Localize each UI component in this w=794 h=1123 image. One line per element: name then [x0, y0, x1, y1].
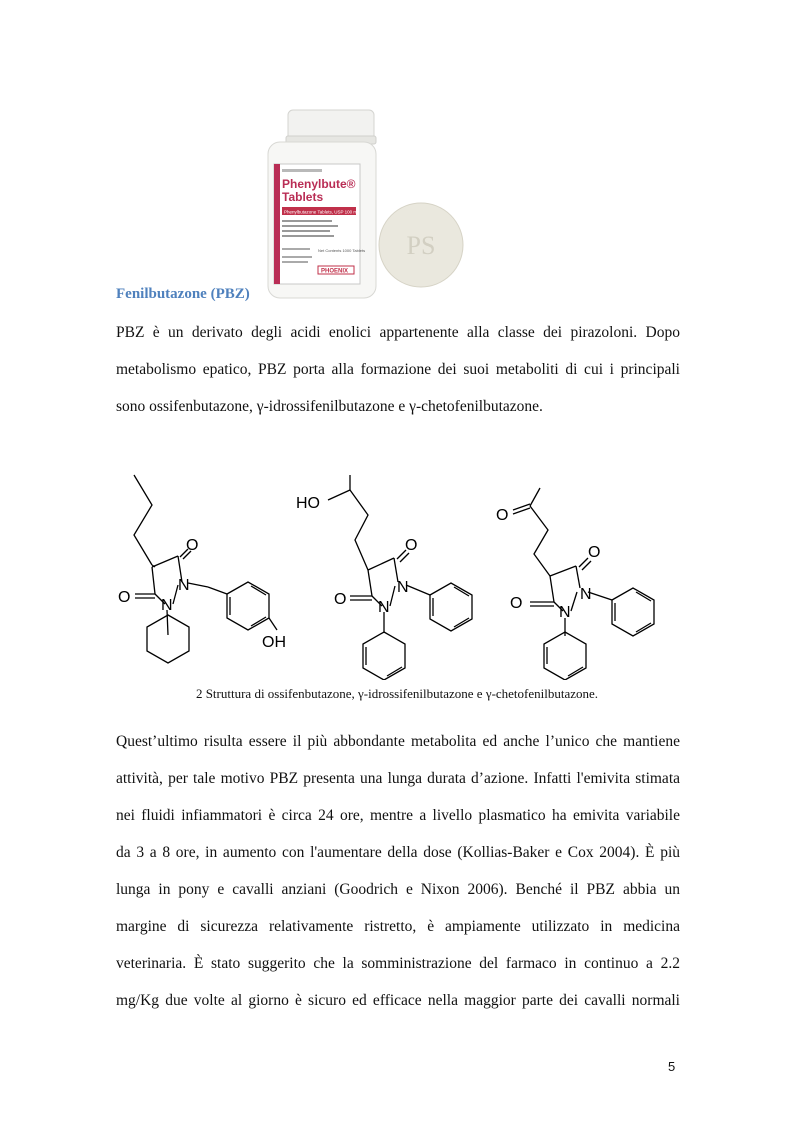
atom-N: N — [397, 579, 409, 596]
atom-O: O — [588, 544, 601, 561]
paragraph-1-line: sono ossifenbutazone, γ-idrossifenilbutazone e γ-chetofenilbutazone. — [116, 398, 543, 415]
structure-gamma-ketophenylbutazone — [513, 488, 654, 680]
atom-O: O — [334, 591, 347, 608]
paragraph-2-line: attività, per tale motivo PBZ presenta una lunga durata d’azione. Infatti l'emivita stimata — [116, 770, 680, 787]
paragraph-2-line: Quest’ultimo risulta essere il più abbondante metabolita ed anche l’unico che mantiene — [116, 733, 680, 750]
atom-N: N — [378, 599, 390, 616]
page-number: 5 — [668, 1059, 676, 1074]
paragraph-1 — [116, 314, 680, 425]
atom-HO: HO — [296, 495, 320, 512]
figure-caption: 2 Struttura di ossifenbutazone, γ-idrossifenilbutazone e γ-chetofenilbutazone. — [195, 686, 599, 701]
atom-N: N — [161, 597, 173, 614]
paragraph-2 — [116, 723, 680, 1019]
atom-O: O — [186, 537, 199, 554]
atom-O: O — [510, 595, 523, 612]
label-subline: Phenylbutazone Tablets, USP 100 mg — [284, 209, 360, 215]
atom-N: N — [580, 586, 592, 603]
product-photo — [262, 106, 474, 300]
atom-O: O — [496, 507, 509, 524]
label-brand: Phenylbute® — [282, 177, 356, 191]
paragraph-2-line: margine di sicurezza relativamente ristretto, è ampiamente utilizzato in medicina — [116, 918, 680, 935]
atom-OH: OH — [262, 634, 286, 651]
paragraph-2-line: lunga in pony e cavalli anziani (Goodrich e Nixon 2006). Benché il PBZ abbia un — [116, 881, 680, 898]
label-maker: PHOENIX — [321, 268, 349, 275]
chemical-structures — [110, 470, 680, 680]
paragraph-2-line: nei fluidi infiammatori è circa 24 ore, mentre a livello plasmatico ha emivita variabile — [116, 807, 680, 824]
atom-N: N — [178, 577, 190, 594]
atom-O: O — [405, 537, 418, 554]
section-heading: Fenilbutazone (PBZ) — [116, 286, 250, 302]
structure-gamma-hydroxyphenylbutazone — [328, 475, 472, 680]
structure-oxyphenbutazone — [134, 475, 277, 663]
label-product: Tablets — [282, 190, 324, 204]
atom-O: O — [118, 589, 131, 606]
paragraph-1-line: metabolismo epatico, PBZ porta alla formazione dei suoi metaboliti di cui i principali — [116, 361, 680, 378]
paragraph-2-line: mg/Kg due volte al giorno è sicuro ed efficace nella maggior parte dei cavalli normali — [116, 992, 680, 1009]
paragraph-2-line: da 3 a 8 ore, in aumento con l'aumentare della dose (Kollias-Baker e Cox 2004). È più — [116, 844, 680, 861]
paragraph-2-line: veterinaria. È stato suggerito che la somministrazione del farmaco in continuo a 2.2 — [116, 955, 680, 972]
tablet-imprint: PS — [406, 231, 436, 260]
paragraph-1-line: PBZ è un derivato degli acidi enolici appartenente alla classe dei pirazoloni. Dopo — [116, 324, 680, 341]
label-count: Net Contents 1000 Tablets — [318, 248, 366, 253]
atom-N: N — [559, 604, 571, 621]
